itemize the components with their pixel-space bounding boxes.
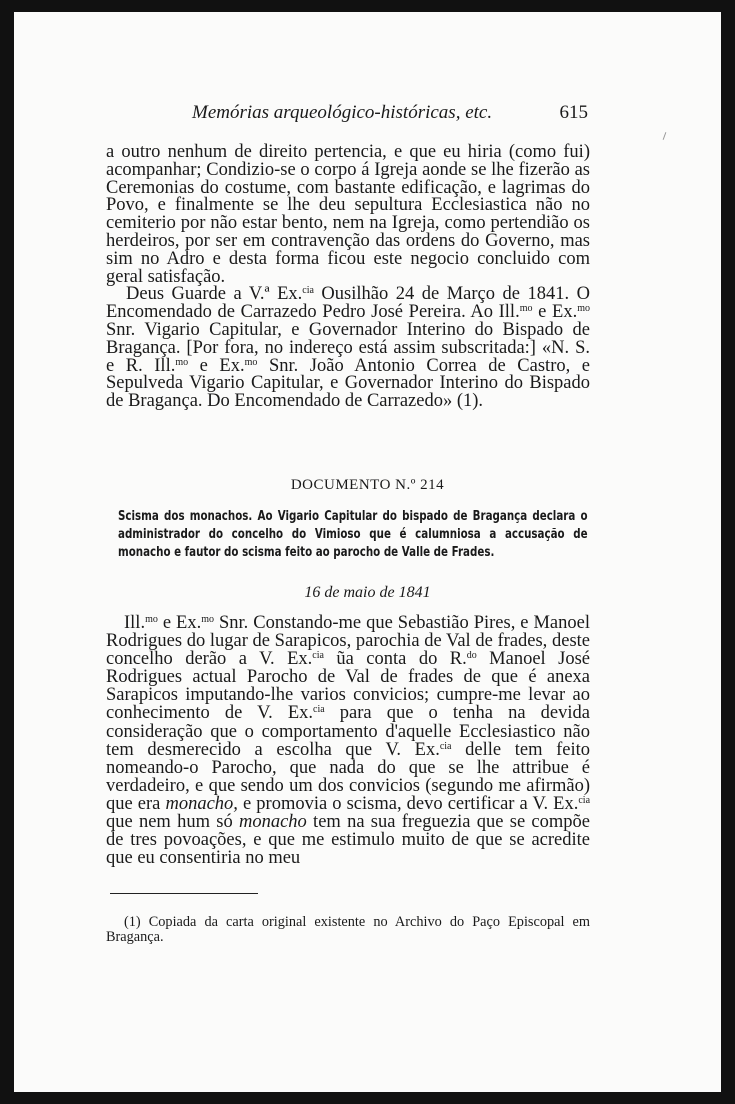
paragraph-closing [106,286,590,411]
italic-term: monacho [238,812,307,833]
text-run: e Ex. [188,355,245,376]
text-run: Deus Guarde a V.ª Ex. [126,284,303,305]
body-text-bottom [106,614,590,867]
book-page [14,12,721,1092]
document-summary: Scisma dos monachos. Ao Vigario Capitular do bispado de Bragança declara o administrador do concelho do Vimioso que é calumniosa a accusação de monacho e fautor do scisma feito ao parocho de Valle de Frades. [118,509,588,560]
superscript: cia [302,285,314,297]
page-number: 615 [559,102,588,123]
text-run: ũa conta do R. [323,649,467,670]
superscript: cia [313,704,325,716]
text-run: delle tem feito nomeando-o Parocho, que nada do que se lhe attribue é verdadeiro, e que sendo um dos convicios (segundo me afirmão) que era [106,739,590,814]
italic-term: monacho, [165,793,238,814]
text-run: tem na sua freguezia que se compõe de tres povoações, e que me estimulo muito de que se acredite que eu consentiria no meu [106,812,590,869]
superscript: mo [145,614,158,625]
text-run: para que o tenha na devida consideração que o comportamento d'aquelle Ecclesiastico não tem desmerecido a escolha que V. Ex. [106,703,590,760]
text-run: que nem hum só [106,812,239,833]
body-text-top [106,144,590,411]
text-run: Manoel José Rodrigues actual Parocho de Val de frades de que é anexa Sarapicos imputando-lhe varios convicios; cumpre-me levar ao conhecimento de V. Ex. [106,649,590,724]
running-header [192,102,588,130]
text-run: Ousilhão 24 de Março de 1841. O Encomendado de Carrazedo Pedro José Pereira. Ao Ill. [106,284,590,323]
text-run: e Ex. [532,302,578,323]
letter-paragraph [106,614,590,867]
text-run: Snr. João Antonio Correa de Castro, e Sepulveda Vigario Capitular, e Governador Interino do Bispado de Bragança. Do Encomendado de Carrazedo» (1). [106,355,590,412]
running-title: Memórias arqueológico-históricas, etc. [192,102,493,123]
superscript: mo [244,356,258,368]
text-run: Ill. [124,613,146,633]
superscript: do [466,650,477,662]
text-run: e Ex. [157,613,202,633]
superscript: cia [578,794,591,806]
superscript: mo [175,356,189,368]
text-run: Snr. Constando-me que Sebastião Pires, e Manoel Rodrigues do lugar de Sarapicos, parochia de Val de frades, deste concelho derão a V. Ex. [106,613,590,670]
footnote-rule [110,893,258,894]
text-run: Snr. Vigario Capitular, e Governador Interino do Bispado de Bragança. [Por fora, no indereço está assim subscritada:] «N. S. e R. Ill. [106,319,590,376]
paragraph-continuation: a outro nenhum de direito pertencia, e que eu hiria (como fui) acompanhar; Condizio-se o corpo á Igreja aonde se lhe fizerão as Ceremonias do costume, com bastante edificação, e lagrimas do Povo, e finalmente se lhe deu sepultura Ecclesiastica não no cemiterio por não estar bento, nem na Igreja, como pertendião os herdeiros, por ser em contravenção das ordens do Governo, mas sim no Adro e desta forma ficou este negocio concluido com geral satisfação. [106,142,590,287]
superscript: cia [439,740,452,752]
footnote [106,915,590,945]
superscript: cia [312,650,324,662]
superscript: mo [577,303,590,315]
text-run: e promovia o scisma, devo certificar a V. Ex. [237,793,579,814]
document-date: 16 de maio de 1841 [304,584,431,601]
margin-mark [663,132,667,140]
superscript: mo [519,303,533,315]
footnote-text: (1) Copiada da carta original existente no Archivo do Paço Episcopal em Bragança. [106,914,590,945]
document-title: DOCUMENTO N.º 214 [290,477,445,493]
superscript: mo [201,614,214,625]
